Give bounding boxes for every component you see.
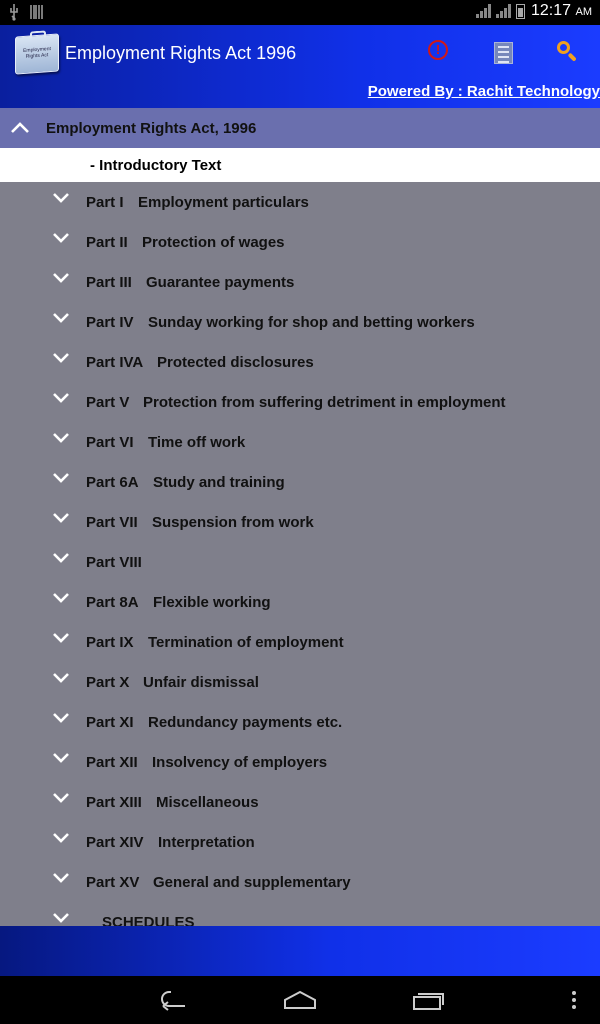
chevron-down-icon [52,792,70,804]
chevron-down-icon [52,472,70,484]
tree-row-part[interactable] [0,502,600,542]
schedules-label: SCHEDULES [102,914,195,926]
part-name: Interpretation [158,834,255,851]
tree-row-part[interactable] [0,382,600,422]
part-name: Study and training [153,474,285,491]
chevron-down-icon [52,272,70,284]
part-name: Redundancy payments etc. [148,714,343,731]
back-icon[interactable] [155,988,189,1012]
signal-icon [496,4,510,18]
chevron-down-icon [52,632,70,644]
chevron-down-icon [52,552,70,564]
recent-apps-icon[interactable] [411,988,447,1012]
tree-row-part[interactable] [0,422,600,462]
chevron-up-icon [10,122,30,134]
tree-row-part[interactable] [0,542,600,582]
tree-row-part[interactable] [0,302,600,342]
tree-row-part[interactable] [0,222,600,262]
part-number: Part IX [86,634,134,651]
tree-row-part[interactable] [0,582,600,622]
part-number: Part IV [86,314,134,331]
tree-row-part[interactable] [0,342,600,382]
status-bar [0,0,600,25]
part-name: Time off work [148,434,246,451]
chevron-down-icon [52,392,70,404]
tree-row-part[interactable] [0,822,600,862]
part-name: Unfair dismissal [143,674,259,691]
part-name: Sunday working for shop and betting workers [148,314,475,331]
part-number: Part XI [86,714,134,731]
tree-row-part[interactable] [0,782,600,822]
part-number: Part VII [86,514,138,531]
overflow-menu-icon[interactable] [572,991,576,1012]
tree-root-row[interactable] [0,108,600,148]
chevron-down-icon [52,712,70,724]
part-number: Part X [86,674,130,691]
part-number: Part VI [86,434,134,451]
part-number: Part XV [86,874,140,891]
part-name: Protected disclosures [157,354,314,371]
part-name: Termination of employment [148,634,344,651]
part-name: Insolvency of employers [152,754,328,771]
part-number: Part 8A [86,594,139,611]
chevron-down-icon [52,512,70,524]
part-name: Miscellaneous [156,794,259,811]
chevron-down-icon [52,592,70,604]
search-icon[interactable] [557,41,579,63]
home-icon[interactable] [282,988,318,1012]
chevron-down-icon [52,872,70,884]
tree-row-part[interactable] [0,262,600,302]
signal-icon [476,4,490,18]
part-name: Flexible working [153,594,271,611]
part-number: Part XII [86,754,138,771]
part-number: Part IVA [86,354,144,371]
tree-row-part[interactable] [0,742,600,782]
app-title: Employment Rights Act 1996 [65,43,297,63]
part-name: Guarantee payments [146,274,295,291]
tree-row-part[interactable] [0,462,600,502]
chevron-down-icon [52,192,70,204]
part-number: Part VIII [86,554,142,571]
introductory-text-row[interactable] [0,148,600,182]
briefcase-logo-icon: Employment Rights Act [15,33,59,74]
powered-by-link[interactable]: Powered By : Rachit Technology [367,83,600,100]
chevron-down-icon [52,672,70,684]
chevron-down-icon [52,832,70,844]
part-number: Part 6A [86,474,139,491]
tree-row-part[interactable] [0,862,600,902]
chevron-down-icon [52,432,70,444]
chevron-down-icon [52,312,70,324]
battery-icon [516,4,525,19]
barcode-icon [30,4,44,20]
clock: 12:17 AM [531,2,592,19]
part-number: Part XIV [86,834,144,851]
tree-row-part[interactable] [0,662,600,702]
part-number: Part V [86,394,130,411]
app-bar [0,25,600,108]
chevron-down-icon [52,352,70,364]
part-number: Part III [86,274,132,291]
chevron-down-icon [52,912,70,924]
contents-tree [0,108,600,926]
part-number: Part XIII [86,794,142,811]
part-number: Part I [86,194,124,211]
introductory-text-label: - Introductory Text [90,157,222,174]
part-name: Protection from suffering detriment in employment [143,394,506,411]
part-number: Part II [86,234,128,251]
chevron-down-icon [52,232,70,244]
document-icon[interactable] [494,42,513,64]
part-name: General and supplementary [153,874,351,891]
footer-bar [0,926,600,976]
tree-row-schedules[interactable] [0,902,600,926]
info-icon[interactable] [428,40,448,60]
tree-root-label: Employment Rights Act, 1996 [46,120,257,137]
tree-row-part[interactable] [0,622,600,662]
part-name: Employment particulars [138,194,309,211]
system-nav-bar [0,976,600,1024]
part-name: Suspension from work [152,514,314,531]
tree-row-part[interactable] [0,182,600,222]
chevron-down-icon [52,752,70,764]
part-name: Protection of wages [142,234,285,251]
usb-icon [8,3,20,21]
tree-row-part[interactable] [0,702,600,742]
